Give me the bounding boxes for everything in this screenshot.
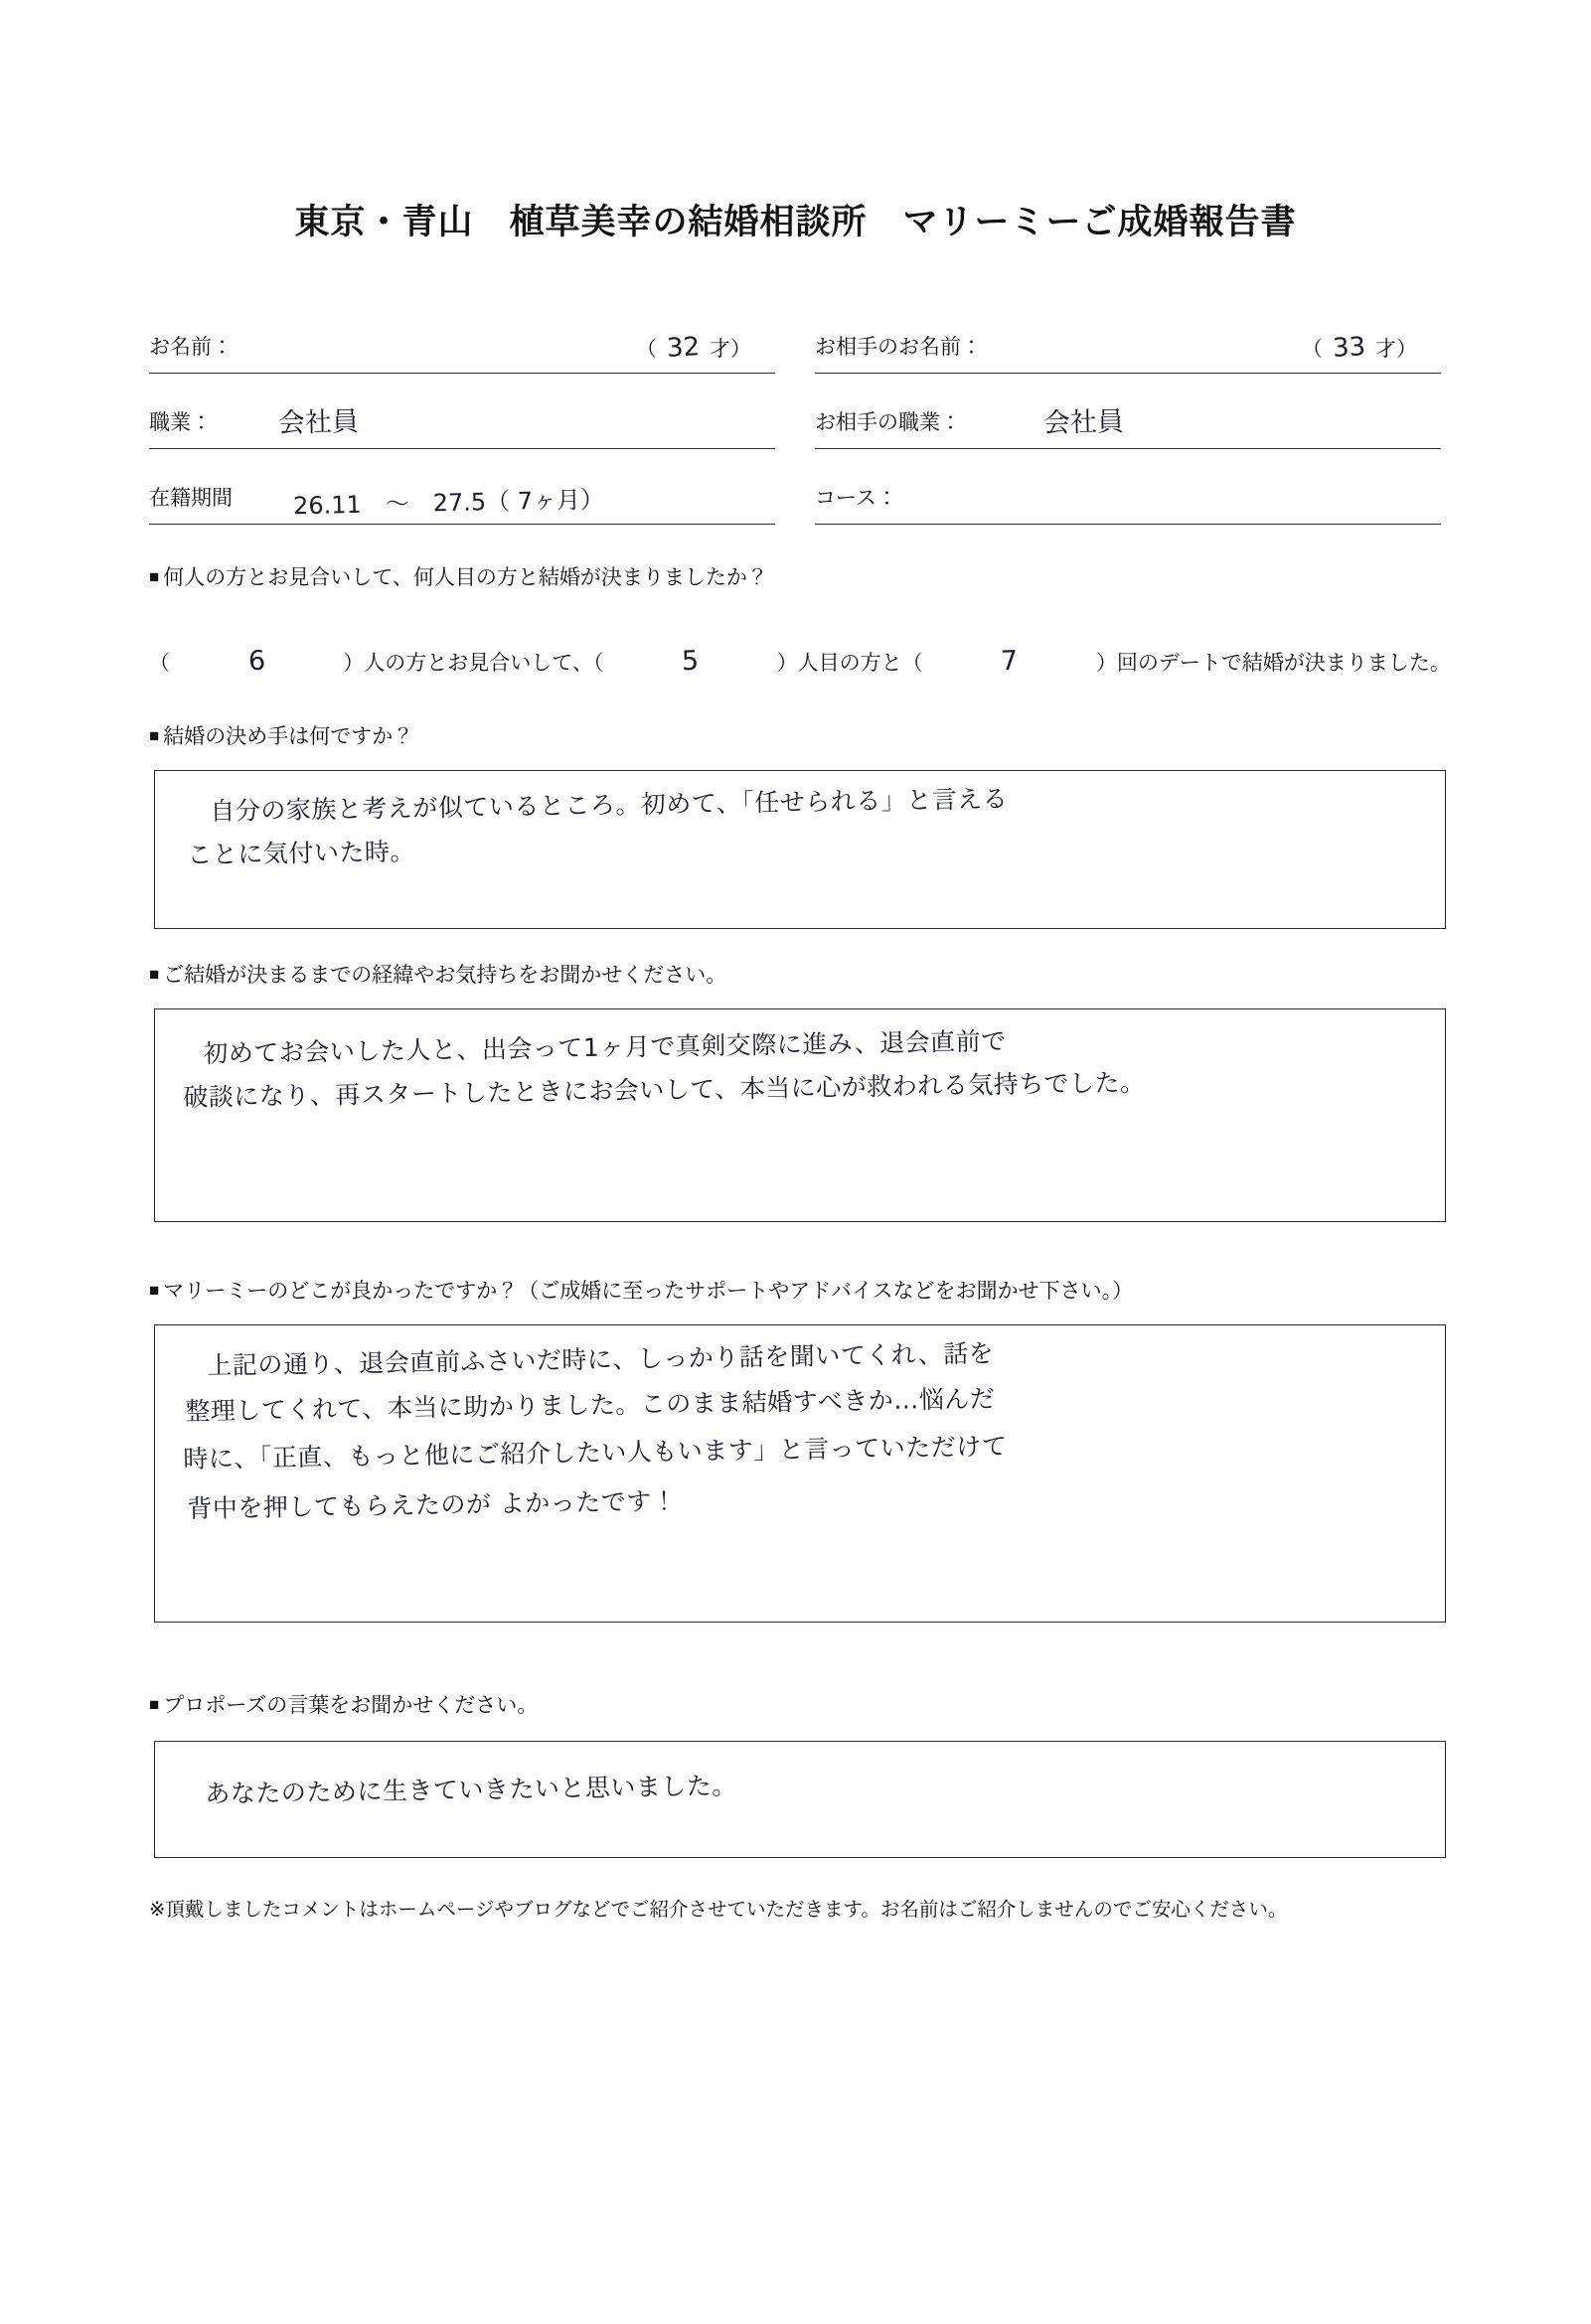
question-2: ■ 結婚の決め手は何ですか？ (149, 720, 413, 750)
question-1: ■ 何人の方とお見合いして、何人目の方と結婚が決まりましたか？ (149, 561, 768, 591)
answer-5-line-1: あなたのために生きていきたいと思いました。 (205, 1771, 738, 1808)
answer-4-line-2: 整理してくれて、本当に助かりました。このまま結婚すべきか…悩んだ (185, 1384, 996, 1426)
field-row-period-course (149, 449, 1441, 525)
answer-4-line-1: 上記の通り、退会直前ふさいだ時に、しっかり話を聞いてくれ、話を (207, 1338, 995, 1380)
field-job-label: 職業： (149, 411, 212, 434)
answer-box-2[interactable] (154, 770, 1446, 929)
field-course-value (897, 512, 905, 524)
answer-4-line-3: 時に、「正直、もっと他にご紹介したい人もいます」と言っていただけて (183, 1431, 1008, 1473)
field-partner-name-value (982, 361, 990, 373)
answer-box-5[interactable] (154, 1741, 1446, 1858)
field-partner-job-value: 会社員 (1042, 406, 1125, 440)
field-partner-name[interactable] (815, 298, 1441, 374)
field-name-label: お名前： (149, 336, 233, 359)
count-segment-3: ）回のデートで結婚が決まりました。 (1095, 652, 1451, 675)
age-close-paren: 才） (710, 338, 751, 361)
question-4: ■ マリーミーのどこが良かったですか？（ご成婚に至ったサポートやアドバイスなどをお聞かせ下さい。） (149, 1275, 1133, 1305)
answer-4-line-4: 背中を押してもらえたのが よかったです！ (187, 1486, 678, 1523)
question-3: ■ ご結婚が決まるまでの経緯やお気持ちをお聞かせください。 (149, 959, 726, 989)
field-course-label: コース： (815, 487, 897, 510)
partner-age-value: 33 (1332, 332, 1366, 364)
count-date-value: 7 (1000, 645, 1019, 678)
count-segment-2: ）人目の方と（ (776, 652, 923, 675)
field-partner-name-label: お相手のお名前： (815, 336, 982, 359)
field-partner-age (1302, 333, 1417, 363)
field-partner-job[interactable] (815, 374, 1441, 449)
question-5: ■ プロポーズの言葉をお聞かせください。 (149, 1689, 538, 1719)
field-job-value: 会社員 (277, 406, 360, 440)
answer-box-4[interactable] (154, 1324, 1446, 1623)
answer-2-line-1: 自分の家族と考えが似ているところ。初めて、「任せられる」と言える (210, 784, 1009, 826)
field-job[interactable] (149, 374, 775, 449)
count-segment-1: ）人の方とお見合いして、（ (343, 652, 604, 675)
count-omiai-value: 6 (247, 645, 266, 678)
field-partner-job-label: お相手の職業： (815, 411, 961, 434)
field-name[interactable] (149, 298, 775, 374)
field-period[interactable] (149, 449, 775, 525)
answer-2-line-2: ことに気付いた時。 (187, 837, 416, 869)
footnote: ※頂戴しましたコメントはホームページやブログなどでご紹介させていただきます。お名前はご紹介しませんのでご安心ください。 (149, 1899, 1288, 1921)
answer-3-line-2: 破談になり、再スタートしたときにお会いして、本当に心が救われる気持ちでした。 (183, 1067, 1146, 1112)
answer-box-3[interactable] (154, 1008, 1446, 1222)
field-row-names (149, 298, 1441, 374)
page-title: 東京・青山 植草美幸の結婚相談所 マリーミーご成婚報告書 (294, 203, 1297, 241)
field-period-label: 在籍期間 (149, 487, 233, 510)
field-course[interactable] (815, 449, 1441, 525)
count-open-paren: （ (149, 652, 170, 675)
omiai-count-sentence (149, 646, 1451, 677)
answer-3-line-1: 初めてお会いした人と、出会って1ヶ月で真剣交際に進み、退会直前で (203, 1026, 1007, 1068)
count-nth-person-value: 5 (681, 645, 700, 678)
field-name-value (233, 361, 240, 373)
field-row-jobs (149, 374, 1441, 449)
partner-age-open-paren: （ (1301, 338, 1323, 361)
applicant-fields (149, 298, 1441, 525)
age-open-paren: （ (635, 338, 657, 361)
field-name-age (636, 333, 751, 363)
field-period-value: 26.11 〜 27.5（ 7ヶ月） (292, 485, 605, 521)
age-value: 32 (666, 332, 701, 364)
partner-age-close-paren: 才） (1375, 338, 1417, 361)
